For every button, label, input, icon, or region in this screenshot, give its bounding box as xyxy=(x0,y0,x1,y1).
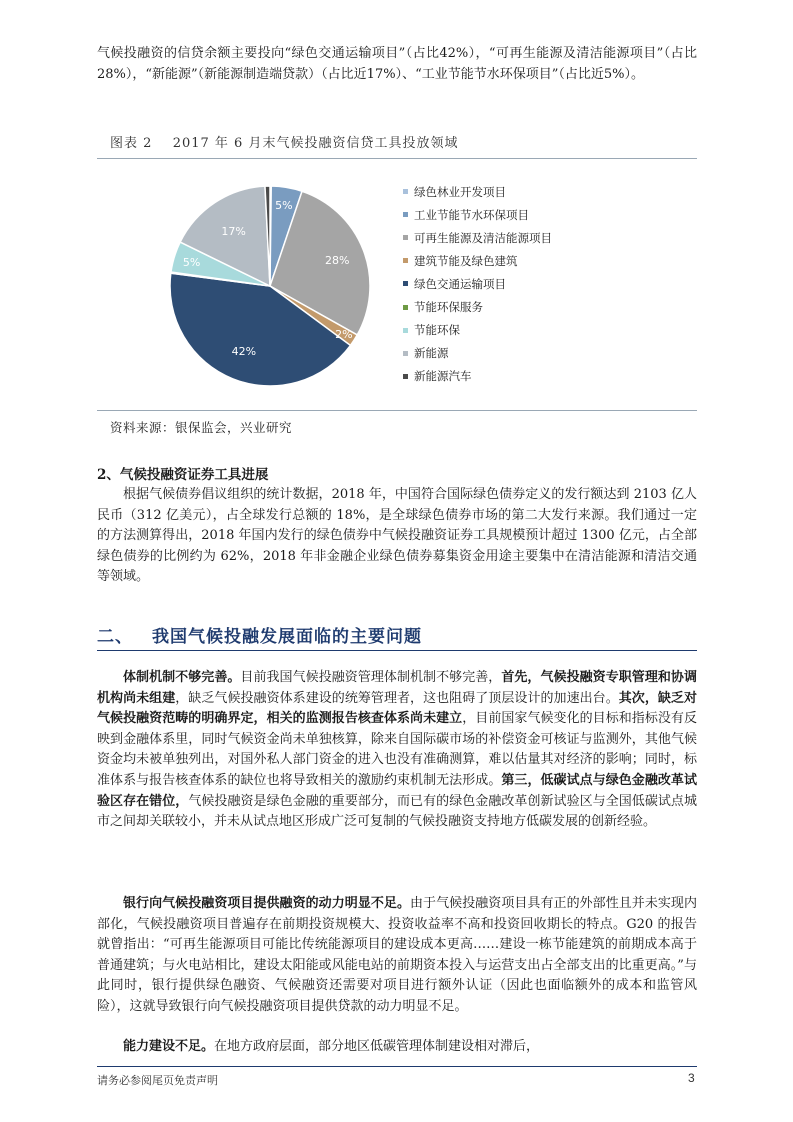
figure-caption xyxy=(110,132,458,151)
legend-item xyxy=(403,365,552,388)
legend-swatch xyxy=(403,374,408,379)
body-text: 气候投融资是绿色金融的重要部分，而已有的绿色金融改革创新试验区与全国低碳试点城市之间却关联较小，并未从试点地区形成广泛可复制的气候投融资支持地方低碳发展的创新经验。 xyxy=(97,793,697,830)
bold-lead: 能力建设不足。 xyxy=(123,1039,215,1054)
problem-paragraph-capacity xyxy=(97,1037,697,1058)
chapter-number: 二、 xyxy=(97,627,133,647)
bold-point: 第三，低碳试点与绿色金融改革试验区存在错位， xyxy=(97,772,697,809)
pie-slice-label: 17% xyxy=(221,224,246,238)
legend-label: 新能源 xyxy=(414,346,449,361)
legend-label: 可再生能源及清洁能源项目 xyxy=(414,230,552,245)
figure-title: 2017 年 6 月末气候投融资信贷工具投放领域 xyxy=(172,136,459,151)
body-text: 由于气候投融资项目具有正的外部性且并未实现内部化，气候投融资项目普遍存在前期投资规模大、投资收益率不高和投资回收期长的特点。G20 的报告就曾指出：“可再生能源项目可能比传统能源项目的建设成本更高……建设一栋节能建筑的前期成本高于普通建筑；与火电站相比，建设太阳能或风能电站的前期资本投入与运营支出占全部支出的比重更高。”与此同时，银行提供绿色融资、气候融资还需要对项目进行额外认证（因此也面临额外的成本和监管风险），这就导致银行向气候投融资项目提供贷款的动力明显不足。 xyxy=(97,896,697,1014)
legend-label: 绿色林业开发项目 xyxy=(414,184,506,199)
pie-chart xyxy=(150,170,390,410)
securities-paragraph: 根据气候债券倡议组织的统计数据，2018 年，中国符合国际绿色债券定义的发行额达到 2103 亿人民币（312 亿美元），占全球发行总额的 18%，是全球绿色债券市场的第二大发行来源。我们通过一定的方法测算得出，2018 年国内发行的绿色债券中气候投融资证券工具规模预计超过 1300 亿元，占全部绿色债券的比例约为 62%，2018 年非金融企业绿色债券募集资金用途主要集中在清洁能源和清洁交通等领域。 xyxy=(97,487,697,585)
figure-source: 资料来源：银保监会，兴业研究 xyxy=(110,420,293,435)
footer-disclaimer: 请务必参阅尾页免责声明 xyxy=(97,1074,218,1087)
body-text: ，缺乏气候投融资体系建设的统筹管理者，这也阻碍了顶层设计的加速出台。 xyxy=(175,690,619,706)
footer-rule xyxy=(97,1066,697,1067)
bold-point: 首先，气候投融资专职管理和协调机构尚未组建 xyxy=(97,670,697,706)
legend-label: 绿色交通运输项目 xyxy=(414,276,506,291)
legend-label: 节能环保服务 xyxy=(414,300,483,315)
legend-item xyxy=(403,295,552,318)
chapter-rule xyxy=(97,650,697,651)
legend-item xyxy=(403,249,552,272)
pie-slice-label: 5% xyxy=(182,255,201,269)
legend-item xyxy=(403,180,552,203)
chart-legend xyxy=(403,180,552,388)
pie-slice-label: 42% xyxy=(231,344,257,358)
legend-item xyxy=(403,342,552,365)
legend-swatch xyxy=(403,351,408,356)
section-heading-securities: 2、气候投融资证券工具进展 xyxy=(97,467,269,483)
pie-slice-label: 2% xyxy=(335,327,353,341)
pie-slice-label: 28% xyxy=(324,254,350,268)
figure-top-rule xyxy=(97,158,697,159)
legend-item xyxy=(403,319,552,342)
bold-lead: 银行向气候投融资项目提供融资的动力明显不足。 xyxy=(123,896,411,911)
legend-item xyxy=(403,203,552,226)
legend-swatch xyxy=(403,281,408,286)
intro-paragraph: 气候投融资的信贷余额主要投向“绿色交通运输项目”（占比42%），“可再生能源及清洁能源项目”（占比28%），“新能源”（新能源制造端贷款）（占比近17%）、“工业节能节水环保项目”（占比近5%）。 xyxy=(97,46,697,82)
pie-slice-label: 5% xyxy=(275,199,293,213)
problem-paragraph-banks xyxy=(97,894,697,1018)
legend-swatch xyxy=(403,258,408,263)
legend-label: 节能环保 xyxy=(414,323,460,338)
legend-swatch xyxy=(403,189,408,194)
legend-label: 新能源汽车 xyxy=(414,369,472,384)
legend-swatch xyxy=(403,328,408,333)
legend-label: 工业节能节水环保项目 xyxy=(414,207,529,222)
body-text: 在地方政府层面，部分地区低碳管理体制建设相对滞后， xyxy=(214,1039,540,1054)
legend-item xyxy=(403,226,552,249)
chapter-heading xyxy=(97,622,422,647)
bold-lead: 体制机制不够完善。 xyxy=(123,670,241,685)
legend-swatch xyxy=(403,212,408,217)
legend-swatch xyxy=(403,305,408,310)
figure-label: 图表 2 xyxy=(110,136,153,151)
page-number: 3 xyxy=(688,1071,695,1085)
legend-item xyxy=(403,272,552,295)
chapter-title: 我国气候投融发展面临的主要问题 xyxy=(152,627,422,647)
figure-bottom-rule xyxy=(97,410,697,411)
bold-point: 其次，缺乏对气候投融资范畴的明确界定，相关的监测报告核查体系尚未建立 xyxy=(97,690,697,727)
body-text: 目前我国气候投融资管理体制机制不够完善， xyxy=(240,670,502,685)
legend-label: 建筑节能及绿色建筑 xyxy=(414,253,518,268)
problem-paragraph-institutions xyxy=(97,668,697,833)
body-text: ，目前国家气候变化的目标和指标没有反映到金融体系里，同时气候资金尚未单独核算，除来自国际碳市场的补偿资金可核证与监测外，其他气候资金均未被单独列出，对国外私人部门资金的进入也没有准确测算，难以估量其对经济的影响；同时，标准体系与报告核查体系的缺位也将导致相关的激励约束机制无法形成。 xyxy=(97,711,697,788)
legend-swatch xyxy=(403,235,408,240)
